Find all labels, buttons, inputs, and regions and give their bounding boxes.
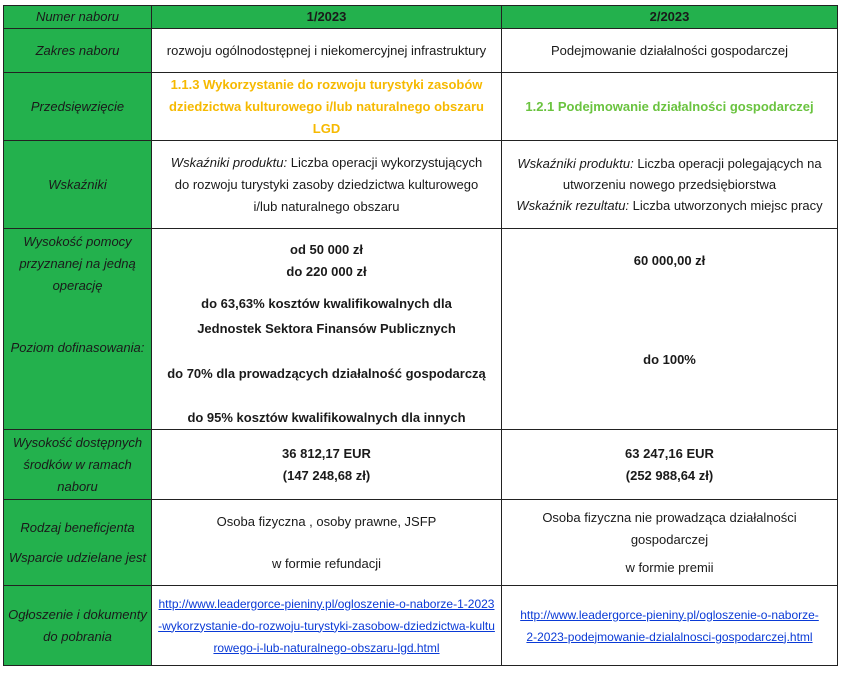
srodki-col2-line2: (252 988,64 zł) bbox=[625, 467, 714, 483]
label-ogloszenie: Ogłoszenie i dokumenty do pobrania bbox=[4, 586, 152, 666]
row-pomoc-dofinansowanie bbox=[4, 229, 838, 430]
row-zakres bbox=[4, 29, 838, 73]
label-wysokosc-pomocy: Wysokość pomocy przyznanej na jedną operację bbox=[19, 234, 136, 293]
wskazniki-col2-prefix2: Wskaźnik rezultatu: bbox=[516, 198, 630, 213]
beneficjent-wsparcie-col2 bbox=[502, 500, 838, 586]
wskazniki-col2 bbox=[502, 141, 838, 229]
beneficjent-col1: Osoba fizyczna , osoby prawne, JSFP bbox=[216, 513, 437, 529]
wskazniki-col2-prefix1: Wskaźniki produktu: bbox=[517, 156, 634, 171]
pomoc-dofinansowanie-col2 bbox=[502, 229, 838, 430]
srodki-col2-line1: 63 247,16 EUR bbox=[625, 445, 714, 461]
label-pomoc-dofinansowanie bbox=[4, 229, 152, 430]
label-przedsiewziecie: Przedsięwzięcie bbox=[4, 73, 152, 141]
nabor-table bbox=[3, 5, 838, 666]
srodki-col1-line1: 36 812,17 EUR bbox=[282, 445, 371, 461]
wsparcie-col2: w formie premii bbox=[625, 559, 714, 575]
przedsiewziecie-col1: 1.1.3 Wykorzystanie do rozwoju turystyki zasobów dziedzictwa kulturowego i/lub naturalnego obszaru LGD bbox=[152, 73, 502, 141]
header-label: Numer naboru bbox=[4, 6, 152, 29]
row-srodki bbox=[4, 430, 838, 500]
pomoc-col2: 60 000,00 zł bbox=[633, 253, 706, 268]
pomoc-col1-line1: od 50 000 zł bbox=[290, 242, 363, 257]
wskazniki-col1 bbox=[152, 141, 502, 229]
header-row bbox=[4, 6, 838, 29]
wsparcie-col1: w formie refundacji bbox=[271, 555, 382, 571]
ogloszenie-col1-cell bbox=[152, 586, 502, 666]
wskazniki-col2-text2: Liczba utworzonych miejsc pracy bbox=[629, 198, 823, 213]
beneficjent-wsparcie-col1 bbox=[152, 500, 502, 586]
row-ogloszenie bbox=[4, 586, 838, 666]
label-wskazniki: Wskaźniki bbox=[4, 141, 152, 229]
header-col2: 2/2023 bbox=[502, 6, 838, 29]
srodki-col2 bbox=[502, 430, 838, 500]
label-wsparcie: Wsparcie udzielane jest bbox=[8, 549, 147, 565]
ogloszenie-col2-link[interactable]: http://www.leadergorce-pieniny.pl/ogloszenie-o-naborze-2-2023-podejmowanie-dzialalnosci-gospodarczej.html bbox=[520, 607, 819, 644]
row-beneficjent-wsparcie bbox=[4, 500, 838, 586]
srodki-col1 bbox=[152, 430, 502, 500]
dofinansowanie-col1-line1: do 63,63% kosztów kwalifikowalnych dla Jednostek Sektora Finansów Publicznych bbox=[197, 296, 456, 336]
srodki-col1-line2: (147 248,68 zł) bbox=[282, 467, 371, 483]
beneficjent-col2: Osoba fizyczna nie prowadząca działalności gospodarczej bbox=[542, 509, 797, 547]
row-wskazniki bbox=[4, 141, 838, 229]
header-col1: 1/2023 bbox=[152, 6, 502, 29]
wskazniki-col2-text1: Liczba operacji polegających na utworzeniu nowego przedsiębiorstwa bbox=[562, 156, 822, 192]
ogloszenie-col2-cell bbox=[502, 586, 838, 666]
pomoc-col1-line2: do 220 000 zł bbox=[286, 264, 367, 279]
zakres-col1: rozwoju ogólnodostępnej i niekomercyjnej infrastruktury bbox=[152, 29, 502, 73]
label-zakres: Zakres naboru bbox=[4, 29, 152, 73]
pomoc-dofinansowanie-col1 bbox=[152, 229, 502, 430]
zakres-col2: Podejmowanie działalności gospodarczej bbox=[502, 29, 838, 73]
label-dofinansowanie: Poziom dofinasowania: bbox=[10, 340, 145, 355]
dofinansowanie-col2: do 100% bbox=[643, 352, 696, 367]
label-beneficjent-wsparcie bbox=[4, 500, 152, 586]
ogloszenie-col1-link[interactable]: http://www.leadergorce-pieniny.pl/ogloszenie-o-naborze-1-2023-wykorzystanie-do-rozwoju-turystyki-zasobow-dziedzictwa-kulturowego-i-lub-naturalnego-obszaru-lgd.html bbox=[158, 596, 495, 655]
dofinansowanie-col1-line2: do 70% dla prowadzących działalność gospodarczą bbox=[167, 366, 486, 381]
dofinansowanie-col1-line3: do 95% kosztów kwalifikowalnych dla innych bbox=[187, 410, 466, 425]
wskazniki-col1-prefix: Wskaźniki produktu: bbox=[170, 154, 288, 170]
przedsiewziecie-col2: 1.2.1 Podejmowanie działalności gospodarczej bbox=[502, 73, 838, 141]
wskazniki-col1-text: Liczba operacji wykorzystujących do rozwoju turystyki zasoby dziedzictwa kulturowego i/lub naturalnego obszaru bbox=[174, 154, 483, 214]
label-srodki: Wysokość dostępnych środków w ramach naboru bbox=[4, 430, 152, 500]
row-przedsiewziecie bbox=[4, 73, 838, 141]
label-beneficjent: Rodzaj beneficjenta bbox=[20, 519, 135, 535]
